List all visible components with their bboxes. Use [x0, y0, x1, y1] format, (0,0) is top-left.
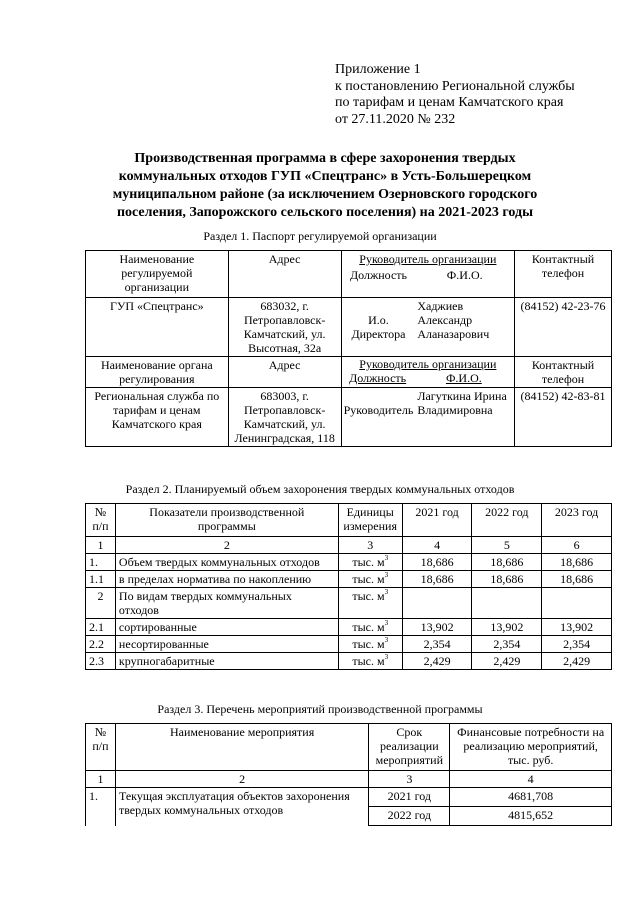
table-cell: 1.: [86, 554, 116, 571]
appendix-line: по тарифам и ценам Камчатского края: [335, 95, 564, 110]
header-subrow: [342, 371, 514, 385]
table-cell: 2.3: [86, 653, 116, 670]
unit-text: тыс. м: [352, 637, 385, 651]
table-cell: 2.2: [86, 636, 116, 653]
table-cell: 4: [402, 537, 472, 554]
table-cell: 4681,708: [450, 788, 612, 807]
table-row: [86, 771, 612, 788]
header-text: Руководитель организации: [359, 252, 497, 266]
table-cell: [338, 653, 402, 670]
table-cell: 1: [86, 771, 116, 788]
table-row: [86, 388, 612, 447]
table-cell: 2,354: [542, 636, 612, 653]
table-cell: в пределах норматива по накоплению: [115, 571, 338, 588]
table-cell: 2: [86, 588, 116, 619]
table-row: [86, 554, 612, 571]
table-row: [86, 504, 612, 537]
table-row: [86, 619, 612, 636]
table-row: [86, 357, 612, 388]
title-line: муниципальном районе (за исключением Озерновского городского: [112, 187, 538, 202]
section1-heading: Раздел 1. Паспорт регулируемой организации: [203, 229, 437, 243]
unit-sup: 3: [384, 636, 389, 644]
passport-table: [85, 250, 612, 447]
table-cell: 1.1: [86, 571, 116, 588]
table-cell: (84152) 42-83-81: [515, 388, 612, 447]
table-cell: [338, 619, 402, 636]
table-header-cell: Финансовые потребности на реализацию мероприятий, тыс. руб.: [450, 724, 612, 771]
table-cell: (84152) 42-23-76: [515, 298, 612, 357]
table-cell: Хаджиев Александр Аланазарович: [415, 298, 514, 357]
table-cell: 13,902: [542, 619, 612, 636]
table-cell: Текущая эксплуатация объектов захоронения твердых коммунальных отходов: [115, 788, 368, 826]
table-cell: 13,902: [402, 619, 472, 636]
title-line: Производственная программа в сфере захоронения твердых: [134, 151, 516, 166]
table-header-cell: 2021 год: [402, 504, 472, 537]
unit-sup: 3: [384, 554, 389, 562]
table-cell: [542, 588, 612, 619]
section2-heading: Раздел 2. Планируемый объем захоронения твердых коммунальных отходов: [125, 482, 515, 496]
unit-text: тыс. м: [352, 654, 385, 668]
table-header-cell: Срок реализации мероприятий: [369, 724, 450, 771]
table-header-cell: [341, 251, 514, 268]
table-cell: крупногабаритные: [115, 653, 338, 670]
table-row: [86, 588, 612, 619]
appendix-line: от 27.11.2020 № 232: [335, 111, 456, 127]
table-cell: 6: [542, 537, 612, 554]
cell-text: Руководитель: [343, 403, 414, 417]
header-text: Руководитель организации: [359, 357, 497, 371]
unit-sup: 3: [384, 588, 389, 596]
table-cell: 1.: [86, 788, 116, 826]
table-header-cell: Должность: [341, 267, 415, 298]
table-cell: 13,902: [472, 619, 542, 636]
table-cell: [338, 571, 402, 588]
table-header-cell: 2023 год: [542, 504, 612, 537]
table-cell: Лагуткина Ирина Владимировна: [415, 388, 514, 447]
table-cell: 2: [115, 537, 338, 554]
document-title: [90, 150, 560, 222]
table-row: [86, 298, 612, 357]
table-cell: 18,686: [472, 554, 542, 571]
table-cell: 2,429: [472, 653, 542, 670]
table-cell: 2,354: [402, 636, 472, 653]
table-row: [86, 537, 612, 554]
table-cell: 2: [115, 771, 368, 788]
table-header-cell: Показатели производственной программы: [115, 504, 338, 537]
table-header-cell: Адрес: [228, 251, 341, 298]
header-text: Ф.И.О.: [445, 371, 482, 385]
unit-text: тыс. м: [352, 589, 385, 603]
table-cell: 2,429: [542, 653, 612, 670]
table-cell: Региональная служба по тарифам и ценам Камчатского края: [86, 388, 229, 447]
table-row: [86, 571, 612, 588]
table-cell: сортированные: [115, 619, 338, 636]
table-header-cell: 2022 год: [472, 504, 542, 537]
table-cell: 2.1: [86, 619, 116, 636]
table-cell: 18,686: [542, 571, 612, 588]
table-cell: 18,686: [402, 571, 472, 588]
title-line: поселения, Запорожского сельского поселения) на 2021-2023 годы: [116, 205, 534, 220]
table-cell: 1: [86, 537, 116, 554]
table-row: [86, 636, 612, 653]
table-header-cell: [341, 357, 514, 388]
volume-table: [85, 503, 612, 670]
table-cell: несортированные: [115, 636, 338, 653]
table-cell: 4815,652: [450, 807, 612, 826]
section3-heading: Раздел 3. Перечень мероприятий производственной программы: [157, 702, 483, 716]
table-cell: 3: [338, 537, 402, 554]
table-cell: 18,686: [472, 571, 542, 588]
unit-sup: 3: [384, 653, 389, 661]
table-cell: По видам твердых коммунальных отходов: [115, 588, 338, 619]
table-header-cell: Наименование регулируемой организации: [86, 251, 229, 298]
table-cell: 2,354: [472, 636, 542, 653]
table-cell: 2022 год: [369, 807, 450, 826]
unit-text: тыс. м: [352, 555, 385, 569]
activities-table: [85, 723, 612, 826]
table-cell: 2021 год: [369, 788, 450, 807]
table-header-cell: Адрес: [228, 357, 341, 388]
title-line: коммунальных отходов ГУП «Спецтранс» в Усть-Большерецком: [118, 169, 532, 184]
unit-text: тыс. м: [352, 620, 385, 634]
table-cell: [402, 588, 472, 619]
table-cell: 18,686: [542, 554, 612, 571]
table-header-cell: Единицы измерения: [338, 504, 402, 537]
table-row: [86, 724, 612, 771]
table-cell: 3: [369, 771, 450, 788]
table-cell: [341, 388, 415, 447]
table-row: [86, 251, 612, 268]
table-header-cell: Ф.И.О.: [415, 267, 514, 298]
table-cell: 683003, г. Петропавловск-Камчатский, ул. Ленинградская, 118: [228, 388, 341, 447]
unit-text: тыс. м: [352, 572, 385, 586]
table-cell: 2,429: [402, 653, 472, 670]
table-cell: 683032, г. Петропавловск-Камчатский, ул. Высотная, 32а: [228, 298, 341, 357]
appendix-line: Приложение 1: [335, 62, 421, 77]
table-cell: 18,686: [402, 554, 472, 571]
table-header-cell: № п/п: [86, 724, 116, 771]
table-row: [86, 788, 612, 807]
table-cell: И.о. Директора: [341, 298, 415, 357]
table-header-cell: Контактный телефон: [515, 357, 612, 388]
table-header-cell: № п/п: [86, 504, 116, 537]
table-cell: [338, 554, 402, 571]
table-header-cell: Наименование мероприятия: [115, 724, 368, 771]
table-cell: [338, 636, 402, 653]
unit-sup: 3: [384, 619, 389, 627]
table-cell: [338, 588, 402, 619]
table-cell: ГУП «Спецтранс»: [86, 298, 229, 357]
table-cell: [472, 588, 542, 619]
table-header-cell: Контактный телефон: [515, 251, 612, 298]
header-text: Должность: [349, 371, 407, 385]
appendix-block: [335, 62, 575, 128]
table-header-cell: Наименование органа регулирования: [86, 357, 229, 388]
table-cell: 4: [450, 771, 612, 788]
table-cell: 5: [472, 537, 542, 554]
appendix-line: к постановлению Региональной службы: [335, 78, 575, 94]
unit-sup: 3: [384, 571, 389, 579]
table-cell: Объем твердых коммунальных отходов: [115, 554, 338, 571]
table-row: [86, 653, 612, 670]
